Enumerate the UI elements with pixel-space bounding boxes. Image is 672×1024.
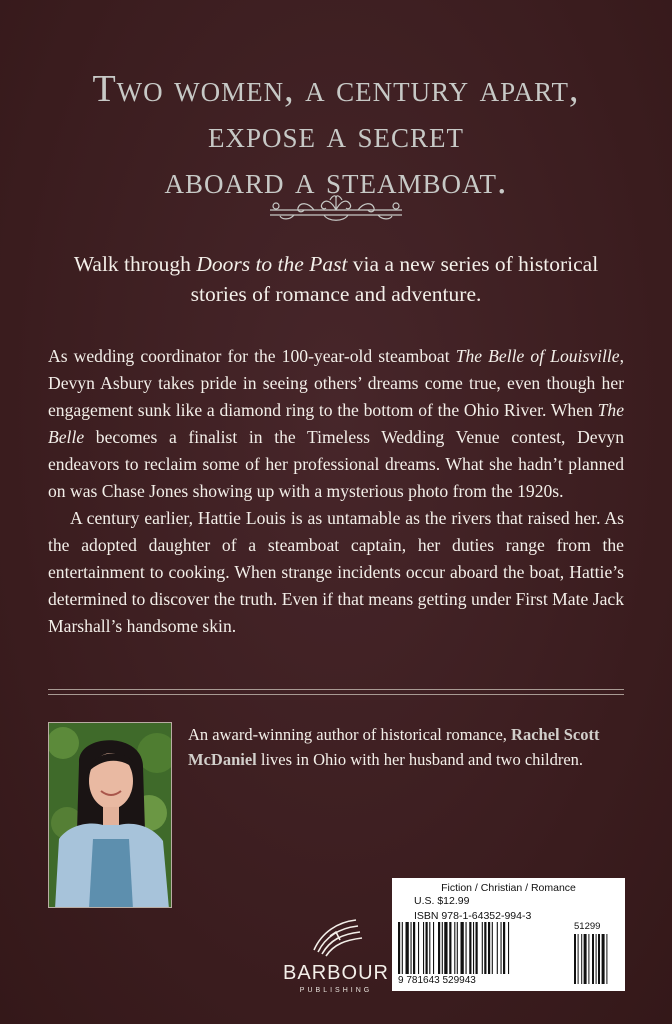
isbn: ISBN 978-1-64352-994-3 [414,910,532,922]
barcode-bar [484,922,486,974]
barcode-bar [482,922,483,974]
barcode-bar [501,922,502,974]
intro-after: via a new series of historical stories of romance and adventure. [190,252,599,306]
barcode-addon-bar [588,934,589,984]
blurb-text: becomes a finalist in the Timeless Wedding Venue contest, Devyn endeavors to reclaim some of her professional dreams. What she hadn’t planned on was Chase Jones showing up with a mysterious photo from the 1920s. [48,427,624,501]
barcode-bar [461,922,464,974]
barcode-addon-bar [592,934,594,984]
publisher-subtitle: PUBLISHING [299,987,373,994]
flourish-ornament-icon [264,186,408,226]
barcode-bar [406,922,409,974]
barcode-bar [497,922,498,974]
barcode-bar [476,922,478,974]
barcode-addon-bar [596,934,597,984]
barcode-addon-bar [581,934,582,984]
genre-category: Fiction / Christian / Romance [441,882,576,894]
barcode-addon-bar [578,934,579,984]
barcode-bar [492,922,493,974]
blurb-paragraph-1 [48,343,624,505]
barcode-bar [454,922,455,974]
divider-rule [48,694,624,695]
barcode-box [392,878,625,991]
tagline [0,66,672,204]
barcode-bar [488,922,490,974]
barcode-bar [426,922,428,974]
barcode-bar [473,922,474,974]
book-title: The Belle of Louisville [455,346,620,366]
tagline-line-3: aboard a steamboat. [164,160,508,202]
book-title-short: The Belle [48,400,624,447]
barcode-bar [444,922,447,974]
barcode-bar [442,922,443,974]
barcode-bar [438,922,440,974]
author-photo [48,722,172,908]
blurb-paragraph-2: A century earlier, Hattie Louis is as untamable as the rivers that raised her. As the adopted daughter of a steamboat captain, her duties range from the entertainment to cooking. When strange incidents occur aboard the boat, Hattie’s determined to discover the truth. Even if that means getting under First Mate Jack Marshall’s handsome skin. [48,508,624,636]
price-addon-code: 51299 [574,921,601,932]
barcode-bar [466,922,467,974]
intro-before: Walk through [73,252,197,276]
barcode-bar [411,922,412,974]
barcode-addon-bar [584,934,587,984]
tagline-line-1: Two women, a century apart, [92,68,580,110]
book-pages-icon [306,910,366,958]
barcode-bar [503,922,505,974]
barcode-bar [508,922,509,974]
tagline-line-2: expose a secret [207,114,465,156]
barcode-bar [398,922,400,974]
barcode-bar [402,922,403,974]
barcode-bar [449,922,451,974]
barcode-bar [429,922,430,974]
author-bio [188,722,632,772]
publisher-logo [268,910,404,1010]
barcode-addon-bar [574,934,576,984]
barcode-addon-bar [598,934,600,984]
blurb-text: , Devyn Asbury takes pride in seeing others’ dreams come true, even though her engagement sunk like a diamond ring to the bottom of the Ohio River. When [48,346,624,420]
barcode-bar [433,922,434,974]
series-intro [60,249,612,309]
barcode-addon-bar [602,934,605,984]
barcode-bar [413,922,415,974]
barcode-digits: 9 781643 529943 [392,975,548,986]
barcode-bar [418,922,419,974]
blurb-text: As wedding coordinator for the 100-year-old steamboat [48,346,456,366]
barcode-bar [469,922,471,974]
author-name: Rachel Scott McDaniel [188,725,600,769]
barcode-addon-bar [606,934,607,984]
barcode-bar [457,922,458,974]
publisher-name: BARBOUR [283,962,389,984]
series-title: Doors to the Past [196,252,348,276]
divider-rule [48,689,624,690]
barcode-bar [423,922,424,974]
bio-text: lives in Ohio with her husband and two children. [256,750,584,769]
bio-text: An award-winning author of historical romance, [188,725,512,744]
book-blurb [48,343,624,640]
author-portrait [49,723,172,908]
price: U.S. $12.99 [414,895,470,907]
